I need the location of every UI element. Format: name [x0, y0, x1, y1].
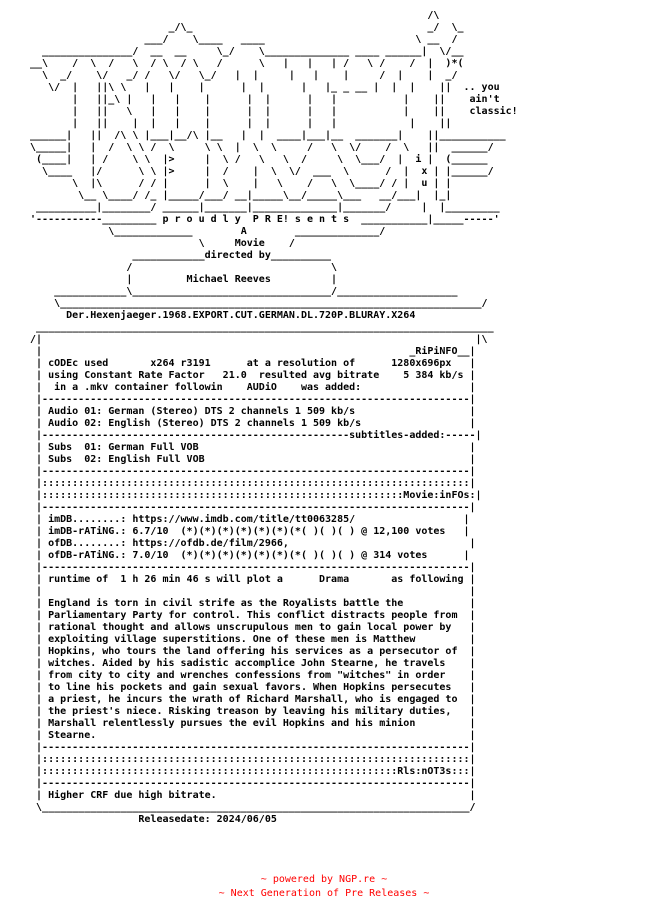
nfo-line: \_____________ A ______________/ [24, 226, 386, 237]
nfo-line: |:::::::::::::::::::::::::::::::::::::::::::::::::::::::::::Rls:nOT3s:::| [24, 766, 476, 777]
nfo-line: | to line his pockets and gain sexual favors. When Hopkins persecutes | [24, 682, 476, 693]
nfo-line: | | [24, 586, 476, 597]
nfo-line: | runtime of 1 h 26 min 46 s will plot a Drama as following | [24, 574, 476, 585]
nfo-line: ____________\_________________________________/____________________ [24, 286, 458, 297]
nfo-line: | the priest's niece. Risking treason by leaving his military duties, | [24, 706, 476, 717]
nfo-line: |-----------------------------------------------------------------------| [24, 466, 476, 477]
nfo-line: ___/ \____ ____ \ __ / [24, 34, 458, 45]
nfo-line: __\ / \ / \ / \ / \ / \ | | | / \ / / | )*( [24, 58, 464, 69]
nfo-line: | a priest, he incurs the wrath of Richard Marshall, who is engaged to | [24, 694, 476, 705]
nfo-line: | Higher CRF due high bitrate. | [24, 790, 476, 801]
nfo-line: | Audio 01: German (Stereo) DTS 2 channels 1 509 kb/s | [24, 406, 476, 417]
nfo-line: |-----------------------------------------------------------------------| [24, 562, 476, 573]
nfo-line: | Audio 02: English (Stereo) DTS 2 channels 1 509 kb/s | [24, 418, 476, 429]
nfo-line: | England is torn in civil strife as the Royalists battle the | [24, 598, 476, 609]
nfo-line: Releasedate: 2024/06/05 [24, 814, 277, 825]
nfo-line: | exploiting village superstitions. One of these men is Matthew | [24, 634, 476, 645]
nfo-line: | from city to city and wrenches confessions from "witches" in order | [24, 670, 476, 681]
nfo-line: \ _/ \/ _/ / \/ \_/ | | | | | / | | _/ [24, 70, 458, 81]
nfo-line: | witches. Aided by his sadistic accomplice John Stearne, he travels | [24, 658, 476, 669]
nfo-line: | Hopkins, who tours the land offering his services as a persecutor of | [24, 646, 476, 657]
nfo-line: /\ [24, 10, 440, 21]
nfo-line: \______________________________________________________________________/ [24, 298, 488, 309]
nfo-line: | rational thought and allows unscrupulous men to gain local power by | [24, 622, 476, 633]
nfo-line: \_______________________________________________________________________/ [24, 802, 476, 813]
nfo-line: ____________________________________________________________________________ [24, 322, 494, 333]
nfo-line: | ||_\ | | | | | | | | | || ain't [24, 94, 500, 105]
nfo-line: | ofDB........: https://ofdb.de/film/2966, | [24, 538, 476, 549]
nfo-line: | cODEc used x264 r3191 at a resolution of 1280x696px | [24, 358, 476, 369]
nfo-line: | using Constant Rate Factor 21.0 resulted avg bitrate 5 384 kb/s | [24, 370, 476, 381]
nfo-line: | _RiPiNFO__| [24, 346, 476, 357]
nfo-line: Der.Hexenjaeger.1968.EXPORT.CUT.GERMAN.DL.720P.BLURAY.X264 [24, 310, 416, 321]
nfo-line: (____| | / \ \ |> | \ / \ \ / \ \___/ | i | (______ [24, 154, 488, 165]
nfo-line: | Subs 02: English Full VOB | [24, 454, 476, 465]
nfo-line: | imDB........: https://www.imdb.com/title/tt0063285/ | [24, 514, 470, 525]
nfo-line: | ofDB-rATiNG.: 7.0/10 (*)(*)(*)(*)(*)(*)(*( )( )( ) @ 314 votes | [24, 550, 470, 561]
nfo-line: |-----------------------------------------------------------------------| [24, 742, 476, 753]
nfo-line: |:::::::::::::::::::::::::::::::::::::::::::::::::::::::::::::::::::::::| [24, 478, 476, 489]
nfo-line: | || | | | | | | | | | || [24, 118, 452, 129]
nfo-line: _______________/ __ __ \_/ \______________ ____ ______| \/__ [24, 46, 464, 57]
nfo-line: |-----------------------------------------------------------------------| [24, 778, 476, 789]
nfo-line: \ Movie / [24, 238, 295, 249]
next-generation-line: ~ Next Generation of Pre Releases ~ [218, 888, 430, 899]
nfo-line: | Subs 01: German Full VOB | [24, 442, 476, 453]
nfo-line: | Michael Reeves | [24, 274, 338, 285]
nfo-line: \__ \____/ /_ |_____/___/ __|_____\__/_____\___ __/___| |_| [24, 190, 452, 201]
nfo-line: | Marshall relentlessly pursues the evil Hopkins and his minion | [24, 718, 476, 729]
nfo-line: \/ | ||\ \ | | | | | | |_ _ __ | | | || .. you [24, 82, 500, 93]
nfo-line: | Parliamentary Party for control. This conflict distracts people from | [24, 610, 476, 621]
nfo-line: \_____| | / \ \ / \ \ \ | \ \ / \ \/ / \ || ______/ [24, 142, 494, 153]
nfo-line: |-----------------------------------------------------------------------| [24, 394, 476, 405]
nfo-line: |::::::::::::::::::::::::::::::::::::::::::::::::::::::::::::Movie:inFOs:| [24, 490, 482, 501]
nfo-line: | in a .mkv container followin AUDiO was added: | [24, 382, 476, 393]
nfo-line: | || \ | | | | | | | | || classic! [24, 106, 518, 117]
nfo-line: | Stearne. | [24, 730, 476, 741]
nfo-text-block [24, 10, 648, 856]
nfo-line: \ |\ / / | | \ | \ / \ \____/ / | u | | [24, 178, 452, 189]
nfo-line: |---------------------------------------------------subtitles-added:-----| [24, 430, 482, 441]
nfo-line: |-----------------------------------------------------------------------| [24, 502, 476, 513]
nfo-line: ______| || /\ \ |___|__/\ |__ | | ____|___|__ _______| ||___________ [24, 130, 506, 141]
nfo-line: __________|________/ ______|_______|______________|_______/ | |_________ [24, 202, 500, 213]
nfo-line: / \ [24, 262, 338, 273]
nfo-line: | imDB-rATiNG.: 6.7/10 (*)(*)(*)(*)(*)(*)(*( )( )( ) @ 12,100 votes | [24, 526, 470, 537]
powered-by-line: ~ powered by NGP.re ~ [260, 874, 388, 885]
nfo-line: /| |\ [24, 334, 488, 345]
nfo-line: _/\_ _/ \_ [24, 22, 464, 33]
nfo-line: '-----------_________ p r o u d l y P R E! s e n t s ___________|_____-----' [24, 214, 500, 225]
nfo-line: \____ |/ \ \ |> | / | \ \/ ___ \ / | x | |______/ [24, 166, 494, 177]
nfo-line: |:::::::::::::::::::::::::::::::::::::::::::::::::::::::::::::::::::::::| [24, 754, 476, 765]
nfo-line: ____________directed by__________ [24, 250, 332, 261]
